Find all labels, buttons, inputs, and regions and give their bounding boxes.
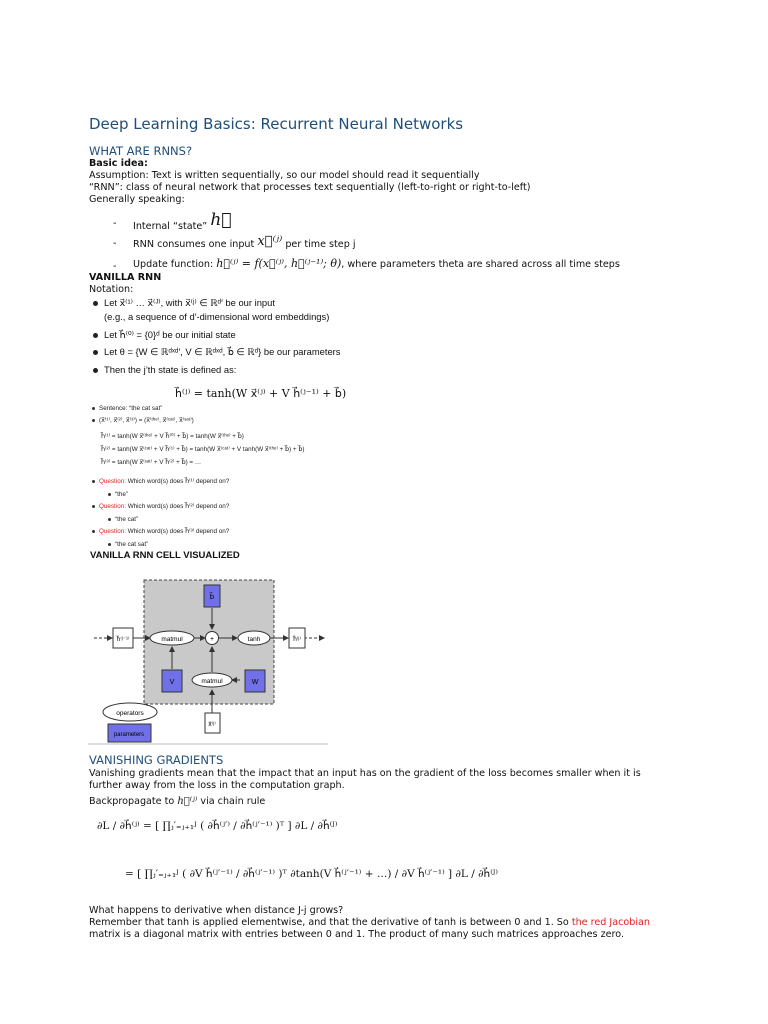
legend-parameters-label: parameters	[113, 732, 145, 738]
state-equation: h⃗⁽ʲ⁾ = tanh(W x⃗⁽ʲ⁾ + V h⃗⁽ʲ⁻¹⁾ + b⃗)	[175, 387, 347, 400]
parameters-shared-text: , where parameters theta are shared across all time steps	[341, 259, 620, 270]
cell-heading: VANILLA RNN CELL VISUALIZED	[90, 550, 240, 561]
question-item	[92, 528, 229, 535]
example-line: h⃗⁽¹⁾ = tanh(W x⃗⁽ᵗʰᵉ⁾ + V h⃗⁽⁰⁾ + b⃗) = tanh(W x⃗⁽ᵗʰᵉ⁾ + b⃗)	[101, 433, 244, 440]
list-item: -	[113, 261, 117, 272]
jacobian-explanation: matrix is a diagonal matrix with entries between 0 and 1. The product of many such matrices approaches zero.	[89, 929, 624, 940]
question-label: Question:	[99, 478, 126, 485]
bullet-icon	[92, 480, 95, 483]
bullet-icon	[108, 518, 111, 521]
answer-text: “the cat”	[115, 516, 139, 523]
h-prev-label: h⃗⁽ʲ⁻¹⁾	[116, 637, 130, 643]
list-item	[133, 258, 620, 271]
bullet-icon	[92, 407, 95, 410]
bullet-icon	[93, 368, 98, 373]
backprop-line	[89, 796, 265, 808]
notation-bullet	[93, 346, 340, 358]
matmul-label: matmul	[201, 678, 223, 685]
notation-subtext: (e.g., a sequence of d′-dimensional word embeddings)	[104, 311, 330, 322]
answer-text: “the cat sat”	[115, 541, 149, 548]
page-title: Deep Learning Basics: Recurrent Neural Networks	[89, 115, 464, 133]
legend-operators-label: operators	[116, 710, 144, 717]
bullet-icon	[92, 530, 95, 533]
vanilla-rnn-heading: VANILLA RNN	[89, 272, 162, 283]
mapping-text: (x⃗⁽¹⁾, x⃗⁽²⁾, x⃗⁽³⁾) = (x⃗⁽ᵗʰᵉ⁾, x⃗⁽ᶜᵃᵗ⁾, x⃗⁽ˢᵃᵗ⁾)	[99, 417, 194, 424]
example-line: h⃗⁽²⁾ = tanh(W x⃗⁽ᶜᵃᵗ⁾ + V h⃗⁽¹⁾ + b⃗) = tanh(W x⃗⁽ᶜᵃᵗ⁾ + V tanh(W x⃗⁽ᵗʰᵉ⁾ + b⃗) + b⃗)	[101, 446, 305, 453]
red-jacobian-text: the red Jacobian	[571, 917, 650, 928]
w-label: W	[251, 679, 259, 686]
bullet-icon	[93, 333, 98, 338]
list-item: -	[113, 218, 117, 229]
backprop-symbol: h⃗⁽ʲ⁾	[177, 796, 198, 807]
consumes-input-text: RNN consumes one input	[133, 239, 255, 250]
gradient-equation-1: ∂L / ∂h⃗⁽ʲ⁾ = [ ∏ⱼ′₌ⱼ₊₁ᴶ ( ∂h⃗⁽ʲ′⁾ / ∂h⃗⁽ʲ′⁻¹⁾ )ᵀ ] ∂L / ∂h⃗⁽ᴶ⁾	[97, 820, 338, 832]
bullet-icon	[92, 419, 95, 422]
bullet-icon	[93, 350, 98, 355]
per-time-step-text: per time step j	[285, 239, 356, 250]
bullet-text: Let θ = {W ∈ ℝᵈˣᵈ′, V ∈ ℝᵈˣᵈ, b⃗ ∈ ℝᵈ} be our parameters	[104, 346, 341, 357]
update-function-equation: h⃗⁽ʲ⁾ = f(x⃗⁽ʲ⁾, h⃗⁽ʲ⁻¹⁾; θ)	[216, 257, 342, 270]
bullet-text: Let x⃗⁽¹⁾ … x⃗⁽ᴶ⁾, with x⃗⁽ʲ⁾ ∈ ℝᵈ′ be our input	[104, 297, 275, 308]
rnn-definition-text: “RNN”: class of neural network that processes text sequentially (left-to-right or right-to-left)	[89, 182, 531, 193]
answer-item	[108, 516, 138, 523]
list-item: -	[113, 238, 117, 249]
question-text: Which word(s) does h⃗⁽²⁾ depend on?	[127, 503, 230, 510]
rnn-cell-diagram	[88, 572, 330, 750]
example-line: h⃗⁽³⁾ = tanh(W x⃗⁽ˢᵃᵗ⁾ + V h⃗⁽²⁾ + b⃗) = …	[101, 459, 202, 466]
question-label: Question:	[99, 503, 126, 510]
chain-rule-text: via chain rule	[200, 796, 266, 807]
matmul-label: matmul	[161, 636, 183, 643]
example-mapping	[92, 417, 194, 424]
b-label: b⃗	[209, 594, 215, 601]
v-label: V	[169, 679, 175, 686]
answer-text: “the”	[115, 491, 128, 498]
answer-item	[108, 491, 128, 498]
bullet-text: Let h⃗⁽⁰⁾ = {0}ᵈ be our initial state	[104, 329, 236, 340]
question-text: Which word(s) does h⃗⁽¹⁾ depend on?	[127, 478, 230, 485]
basic-idea-label: Basic idea:	[89, 158, 148, 169]
bullet-icon	[93, 301, 98, 306]
example-sentence	[92, 405, 162, 412]
notation-bullet	[93, 364, 236, 375]
notation-label: Notation:	[89, 284, 134, 295]
question-item	[92, 478, 229, 485]
backprop-text: Backpropagate to	[89, 796, 175, 807]
gradients-paragraph-line: further away from the loss in the computation graph.	[89, 780, 345, 791]
sentence-text: Sentence: “the cat sat”	[99, 405, 163, 412]
notation-bullet	[93, 297, 275, 309]
gradient-equation-2: = [ ∏ⱼ′₌ⱼ₊₁ᴶ ( ∂V h⃗⁽ʲ′⁻¹⁾ / ∂h⃗⁽ʲ′⁻¹⁾ )ᵀ ∂tanh(V h⃗⁽ʲ′⁻¹⁾ + …) / ∂V h⃗⁽ʲ′⁻¹⁾ ] ∂L / ∂h⃗⁽ᴶ⁾	[125, 868, 498, 880]
list-item	[133, 210, 232, 233]
generally-speaking-text: Generally speaking:	[89, 194, 185, 205]
x-label: x⃗⁽ʲ⁾	[208, 722, 216, 728]
question-item	[92, 503, 229, 510]
update-function-label: Update function:	[133, 259, 214, 270]
question-text: Which word(s) does h⃗⁽³⁾ depend on?	[127, 528, 230, 535]
input-symbol: x⃗⁽ʲ⁾	[257, 234, 283, 249]
gradients-paragraph-line: Vanishing gradients mean that the impact that an input has on the gradient of the loss becomes smaller when it is	[89, 768, 641, 779]
state-symbol: h⃗	[210, 210, 232, 230]
internal-state-text: Internal “state”	[133, 221, 208, 232]
bullet-icon	[108, 493, 111, 496]
bullet-icon	[92, 505, 95, 508]
notation-bullet	[93, 329, 236, 341]
section-heading-vanishing-gradients: VANISHING GRADIENTS	[89, 753, 224, 767]
derivative-question: What happens to derivative when distance J-j grows?	[89, 905, 344, 916]
tanh-explanation-text: Remember that tanh is applied elementwise, and that the derivative of tanh is between 0 and 1. So	[89, 917, 569, 928]
tanh-explanation	[89, 917, 729, 929]
tanh-label: tanh	[247, 636, 261, 643]
bullet-text: Then the j’th state is defined as:	[104, 364, 237, 375]
plus-label: +	[209, 636, 215, 643]
section-heading-what-are-rnns: WHAT ARE RNNS?	[89, 144, 193, 158]
h-next-label: h⃗⁽ʲ⁾	[293, 637, 301, 643]
assumption-text: Assumption: Text is written sequentially, so our model should read it sequentially	[89, 170, 480, 181]
question-label: Question:	[99, 528, 126, 535]
bullet-icon	[108, 543, 111, 546]
list-item	[133, 234, 356, 251]
answer-item	[108, 541, 148, 548]
